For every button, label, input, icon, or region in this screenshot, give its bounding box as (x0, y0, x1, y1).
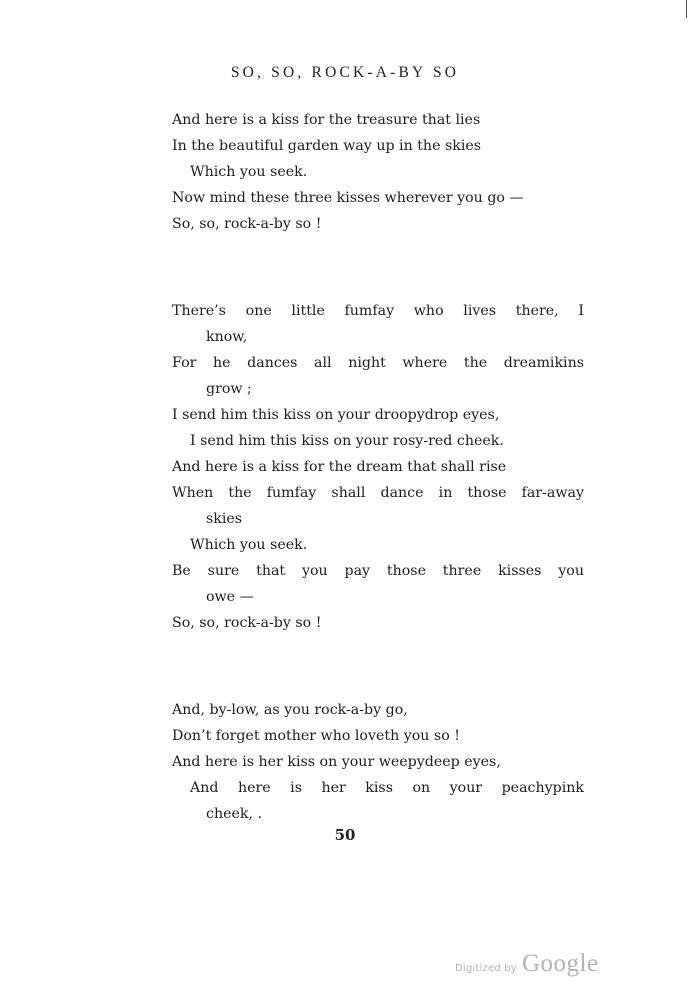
verse-line: And here is a kiss for the treasure that lies (172, 112, 481, 128)
verse-line: Don’t forget mother who loveth you so ! (172, 728, 460, 744)
verse-line-continuation: skies (206, 511, 243, 527)
watermark-prefix: Digitized by (455, 963, 517, 974)
verse-line: Now mind these three kisses wherever you go — (172, 190, 524, 206)
verse-line: Which you seek. (190, 164, 308, 180)
verse-line: And, by-low, as you rock-a-by go, (172, 702, 408, 718)
verse-line: So, so, rock-a-by so ! (172, 615, 322, 631)
verse-line-continuation: owe — (206, 589, 254, 605)
verse-line: And here is her kiss on your peachypink (190, 780, 584, 796)
verse-line: And here is a kiss for the dream that shall rise (172, 459, 507, 475)
verse-line: So, so, rock-a-by so ! (172, 216, 322, 232)
verse-line: Be sure that you pay those three kisses you (172, 563, 584, 579)
page-edge-mark (686, 0, 687, 18)
verse-line: There’s one little fumfay who lives there, I (172, 303, 584, 319)
google-logo: Google (522, 950, 599, 977)
running-head: SO, SO, ROCK-A-BY SO (230, 64, 460, 81)
verse-line-continuation: grow ; (206, 381, 252, 397)
verse-line: I send him this kiss on your droopydrop eyes, (172, 407, 500, 423)
stanza-1 (172, 107, 584, 237)
verse-line-continuation: cheek, . (206, 806, 263, 822)
verse-line: And here is her kiss on your weepydeep eyes, (172, 754, 501, 770)
verse-line: When the fumfay shall dance in those far-away (172, 485, 584, 501)
stanza-2 (172, 298, 584, 636)
verse-line: Which you seek. (190, 537, 308, 553)
verse-line: I send him this kiss on your rosy-red cheek. (190, 433, 504, 449)
verse-line: For he dances all night where the dreamikins (172, 355, 584, 371)
digitized-by-google-watermark (455, 950, 599, 978)
verse-line-continuation: know, (206, 329, 248, 345)
verse-line: In the beautiful garden way up in the skies (172, 138, 482, 154)
page-number: 50 (334, 826, 356, 844)
stanza-3 (172, 697, 584, 827)
